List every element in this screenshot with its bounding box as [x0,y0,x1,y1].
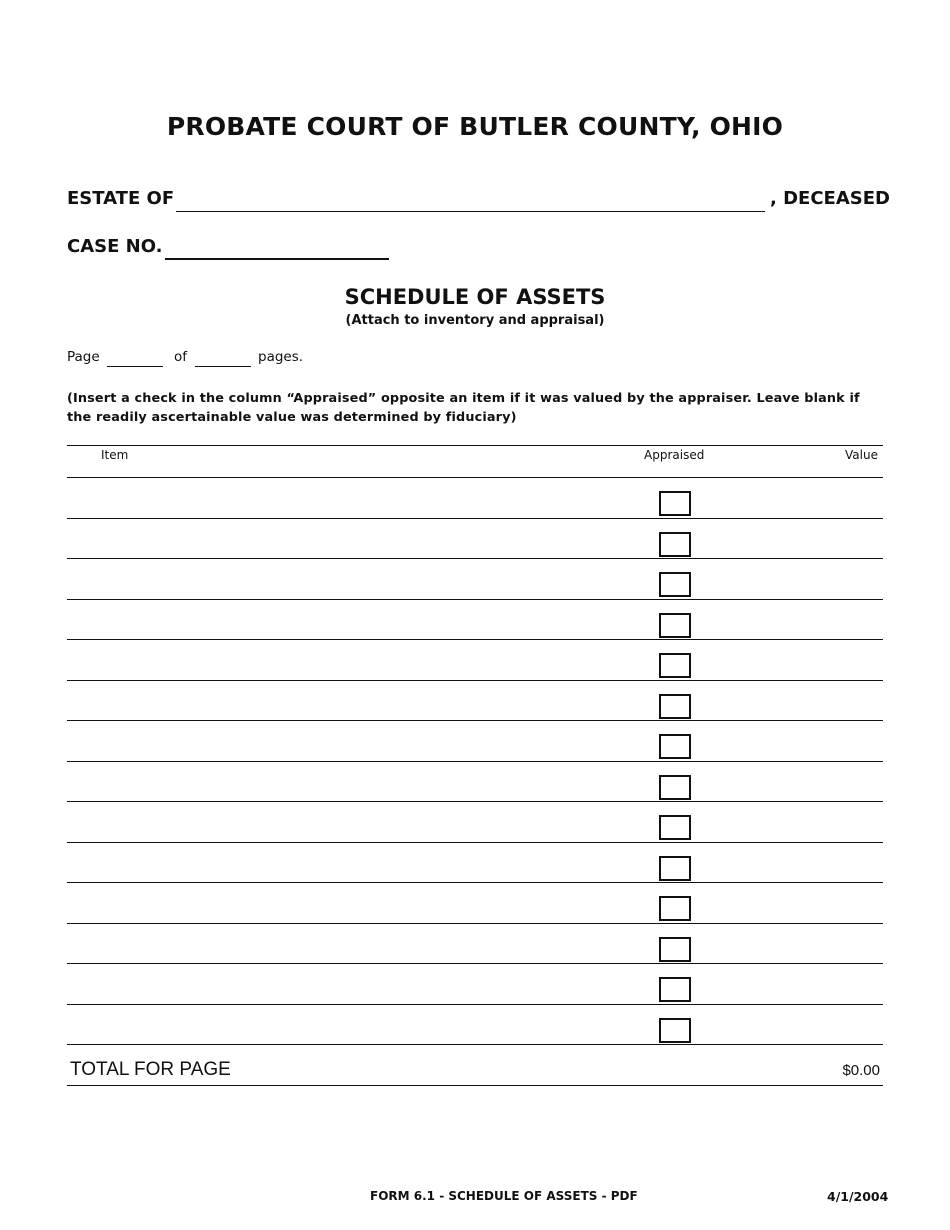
column-header-value: Value [845,448,878,462]
table-row [67,559,883,600]
table-row [67,478,883,519]
table-row [67,519,883,560]
table-row [67,1005,883,1046]
column-header-appraised: Appraised [644,448,705,462]
appraised-checkbox[interactable] [659,613,691,638]
total-bottom-rule [67,1085,883,1086]
appraised-checkbox[interactable] [659,694,691,719]
estate-of-label: ESTATE OF [67,188,175,209]
footer-form-label: FORM 6.1 - SCHEDULE OF ASSETS - PDF [370,1189,638,1203]
appraised-checkbox[interactable] [659,977,691,1002]
of-label: of [174,349,188,365]
court-title: PROBATE COURT OF BUTLER COUNTY, OHIO [166,112,784,141]
case-no-field[interactable] [165,258,389,260]
table-row [67,883,883,924]
appraised-checkbox[interactable] [659,775,691,800]
appraised-checkbox[interactable] [659,532,691,557]
page-number-field[interactable] [107,366,163,367]
case-no-label: CASE NO. [67,236,163,257]
table-row [67,802,883,843]
table-row [67,721,883,762]
column-header-item: Item [101,448,129,462]
appraised-checkbox[interactable] [659,653,691,678]
instructions-text: (Insert a check in the column “Appraised” opposite an item if it was valued by the appraiser. Leave blank if the readily ascertainable value was determined by fiduciary) [67,391,860,425]
schedule-subtitle: (Attach to inventory and appraisal) [345,313,605,328]
appraised-checkbox[interactable] [659,1018,691,1043]
appraised-checkbox[interactable] [659,815,691,840]
appraised-checkbox[interactable] [659,491,691,516]
page-label: Page [67,349,100,365]
total-for-page-value: $0.00 [842,1062,880,1079]
table-row [67,762,883,803]
table-top-rule [67,445,883,446]
table-row [67,924,883,965]
table-row [67,600,883,641]
appraised-checkbox[interactable] [659,937,691,962]
footer-date: 4/1/2004 [827,1189,889,1204]
total-for-page-label: TOTAL FOR PAGE [70,1059,231,1080]
table-row [67,843,883,884]
appraised-checkbox[interactable] [659,734,691,759]
deceased-label: , DECEASED [770,188,890,209]
table-row [67,640,883,681]
table-row [67,681,883,722]
row-rule [67,1044,883,1045]
appraised-checkbox[interactable] [659,896,691,921]
total-pages-field[interactable] [195,366,251,367]
pages-label: pages. [258,349,304,365]
appraised-checkbox[interactable] [659,856,691,881]
table-row [67,964,883,1005]
appraised-checkbox[interactable] [659,572,691,597]
schedule-title: SCHEDULE OF ASSETS [344,285,606,309]
estate-name-field[interactable] [176,211,765,212]
